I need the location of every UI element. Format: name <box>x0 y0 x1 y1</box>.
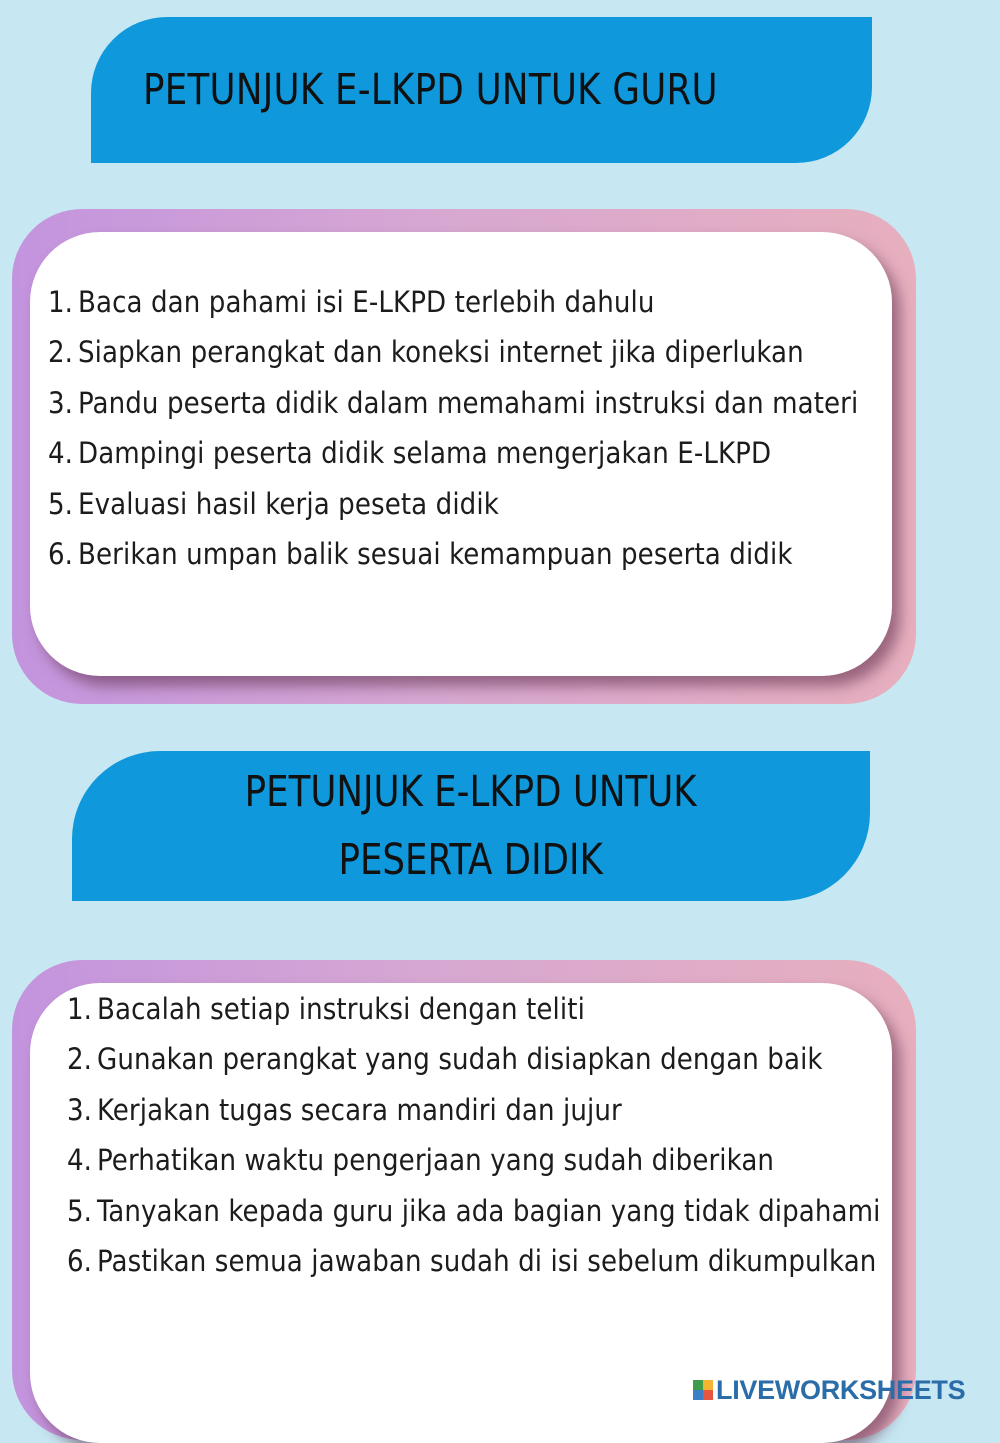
guru-step-number: 2. <box>48 335 73 370</box>
guru-step-text: Dampingi peserta didik selama mengerjakan E-LKPD <box>78 436 772 471</box>
peserta-step <box>67 1034 887 1084</box>
peserta-step-number: 6. <box>67 1244 92 1279</box>
peserta-step-text: Perhatikan waktu pengerjaan yang sudah diberikan <box>97 1143 775 1178</box>
liveworksheets-logo-icon <box>693 1380 713 1400</box>
guru-step-number: 1. <box>48 285 73 319</box>
guru-step-number: 4. <box>48 436 73 471</box>
peserta-step-text: Kerjakan tugas secara mandiri dan jujur <box>97 1092 622 1127</box>
guru-step <box>48 529 948 579</box>
peserta-step-number: 1. <box>67 992 92 1026</box>
peserta-step-number: 5. <box>67 1193 92 1228</box>
guru-title-banner <box>91 17 872 163</box>
guru-step <box>48 327 948 377</box>
peserta-step-text: Tanyakan kepada guru jika ada bagian yang tidak dipahami <box>97 1193 881 1228</box>
peserta-step-text: Gunakan perangkat yang sudah disiapkan dengan baik <box>97 1042 823 1077</box>
guru-step-number: 5. <box>48 486 73 521</box>
guru-step <box>48 277 948 327</box>
guru-step-text: Siapkan perangkat dan koneksi internet jika diperlukan <box>78 335 804 370</box>
guru-step-text: Evaluasi hasil kerja peseta didik <box>78 486 499 521</box>
peserta-step <box>67 984 887 1034</box>
guru-step-number: 6. <box>48 537 73 572</box>
peserta-step-number: 2. <box>67 1042 92 1077</box>
guru-step-text: Baca dan pahami isi E-LKPD terlebih dahulu <box>78 285 655 319</box>
peserta-step-text: Bacalah setiap instruksi dengan teliti <box>97 992 585 1026</box>
peserta-title-line-2: PESERTA DIDIK <box>338 835 604 885</box>
liveworksheets-name: LIVEWORKSHEETS <box>716 1374 966 1405</box>
peserta-step-text: Pastikan semua jawaban sudah di isi sebelum dikumpulkan <box>97 1244 877 1279</box>
peserta-step <box>67 1236 887 1286</box>
peserta-steps-list <box>67 984 887 1286</box>
guru-step <box>48 479 948 529</box>
guru-step-text: Berikan umpan balik sesuai kemampuan peserta didik <box>78 537 793 572</box>
peserta-step <box>67 1085 887 1135</box>
guru-title: PETUNJUK E-LKPD UNTUK GURU <box>143 64 718 115</box>
guru-step <box>48 428 948 478</box>
peserta-title-banner <box>72 751 870 901</box>
peserta-step <box>67 1135 887 1185</box>
liveworksheets-watermark <box>693 1374 965 1406</box>
guru-step <box>48 378 948 428</box>
peserta-step <box>67 1186 887 1236</box>
guru-step-text: Pandu peserta didik dalam memahami instruksi dan materi <box>78 385 859 420</box>
peserta-step-number: 4. <box>67 1143 92 1178</box>
guru-step-number: 3. <box>48 385 73 420</box>
peserta-title-line-1: PETUNJUK E-LKPD UNTUK <box>244 767 697 817</box>
peserta-step-number: 3. <box>67 1092 92 1127</box>
guru-steps-list <box>48 277 948 579</box>
